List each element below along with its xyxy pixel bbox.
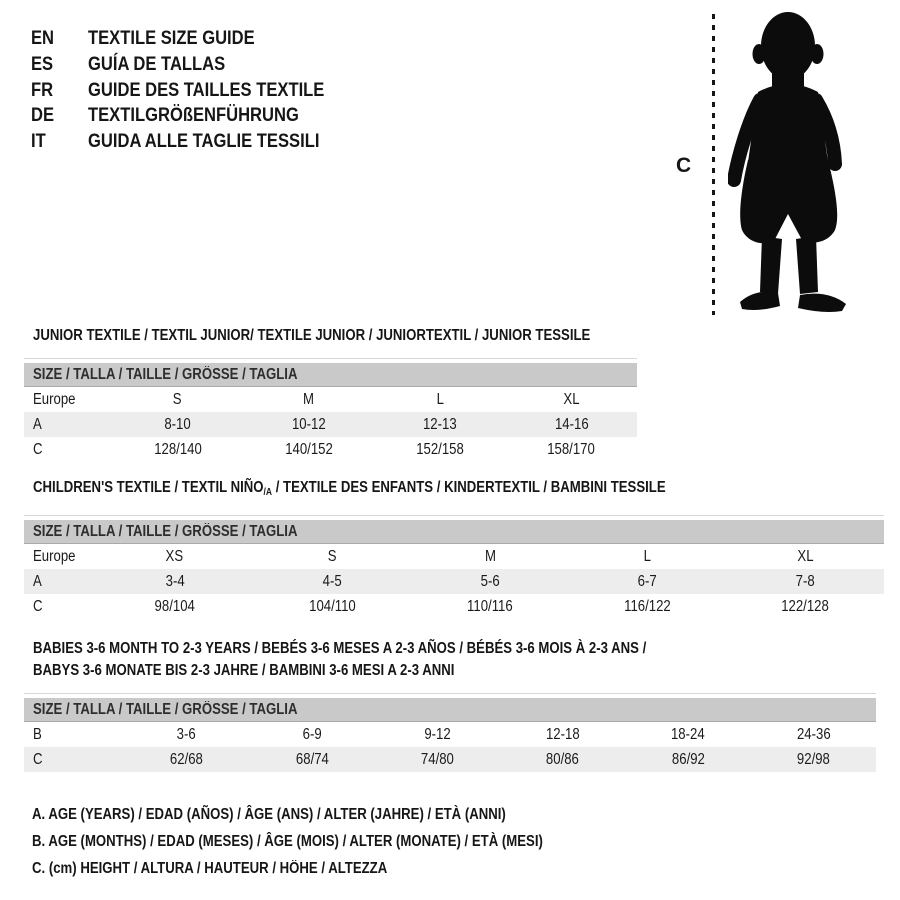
- legend-line-b: B. AGE (MONTHS) / EDAD (MESES) / ÂGE (MOIS) / ALTER (MONATE) / ETÀ (MESI): [32, 833, 543, 850]
- table-cell: 5-6: [480, 572, 500, 590]
- size-header-label: SIZE / TALLA / TAILLE / GRÖSSE / TAGLIA: [33, 365, 298, 383]
- language-row-es: [31, 52, 366, 78]
- junior-row-a: [24, 412, 637, 437]
- table-cell: M: [303, 390, 315, 408]
- table-cell: L: [436, 390, 444, 408]
- children-size-header-bar: [24, 520, 884, 544]
- table-cell: 110/116: [467, 597, 513, 615]
- table-cell: 74/80: [420, 750, 454, 768]
- table-cell: 80/86: [546, 750, 580, 768]
- measure-legend: [32, 801, 633, 882]
- table-cell: 14-16: [554, 415, 589, 433]
- row-label: Europe: [33, 547, 76, 565]
- row-label: C: [33, 597, 43, 615]
- table-cell: 7-8: [795, 572, 815, 590]
- children-size-table: [24, 477, 884, 619]
- table-cell: 68/74: [295, 750, 329, 768]
- language-title: GUIDE DES TAILLES TEXTILE: [88, 78, 325, 101]
- table-cell: 104/110: [309, 597, 356, 615]
- table-cell: S: [173, 390, 183, 408]
- row-label: C: [33, 750, 43, 768]
- children-table-title: [33, 477, 884, 504]
- children-row-a: [24, 569, 884, 594]
- table-cell: 3-6: [177, 725, 197, 743]
- language-title: GUIDA ALLE TAGLIE TESSILI: [88, 130, 320, 153]
- table-cell: 122/128: [781, 597, 830, 615]
- row-label: C: [33, 440, 43, 458]
- language-row-fr: [31, 78, 366, 104]
- language-row-it: [31, 129, 366, 155]
- babies-title-line: BABYS 3-6 MONATE BIS 2-3 JAHRE / BAMBINI 3-6 MESI A 2-3 ANNI: [33, 662, 455, 679]
- table-cell: 128/140: [153, 440, 202, 458]
- children-title-line: CHILDREN'S TEXTILE / TEXTIL $NIÑO_{/A}$ / TEXTILE DES ENFANTS / KINDERTEXTIL / BAMBINI TESSILE: [33, 479, 666, 498]
- table-cell: 98/104: [154, 597, 195, 615]
- table-cell: 3-4: [165, 572, 185, 590]
- size-header-label: SIZE / TALLA / TAILLE / GRÖSSE / TAGLIA: [33, 700, 298, 718]
- table-cell: 152/158: [416, 440, 464, 458]
- language-title: TEXTILE SIZE GUIDE: [88, 27, 255, 49]
- table-cell: XL: [797, 547, 814, 565]
- junior-row-europe: [24, 387, 637, 412]
- table-cell: 4-5: [322, 572, 342, 590]
- size-header-label: SIZE / TALLA / TAILLE / GRÖSSE / TAGLIA: [33, 522, 298, 540]
- table-cell: XL: [563, 390, 580, 408]
- table-cell: 12-13: [423, 415, 457, 433]
- babies-top-border: [24, 693, 876, 694]
- language-code: FR: [31, 78, 54, 101]
- junior-table-title: [33, 325, 637, 347]
- language-title: TEXTILGRÖßENFÜHRUNG: [88, 104, 299, 127]
- babies-table-title: [33, 638, 876, 682]
- babies-row-c: [24, 747, 876, 772]
- table-cell: 24-36: [796, 725, 831, 743]
- language-list: [31, 26, 366, 155]
- babies-row-b: [24, 722, 876, 747]
- table-cell: 140/152: [285, 440, 333, 458]
- table-cell: XS: [166, 547, 184, 565]
- height-measure-label: C: [676, 154, 692, 177]
- language-code: IT: [31, 130, 46, 153]
- junior-top-border: [24, 358, 637, 359]
- row-label: A: [33, 415, 42, 433]
- table-cell: 6-9: [302, 725, 322, 743]
- table-cell: 9-12: [424, 725, 451, 743]
- table-cell: 6-7: [638, 572, 658, 590]
- table-cell: 18-24: [671, 725, 705, 743]
- language-code: DE: [31, 104, 55, 127]
- height-dotted-line-icon: [712, 14, 715, 315]
- table-cell: 10-12: [292, 415, 326, 433]
- row-label: B: [33, 725, 42, 743]
- language-row-de: [31, 103, 366, 129]
- table-cell: 12-18: [545, 725, 580, 743]
- row-label: A: [33, 572, 42, 590]
- junior-size-header-bar: [24, 363, 637, 387]
- table-cell: 62/68: [170, 750, 204, 768]
- table-cell: 92/98: [796, 750, 830, 768]
- children-row-europe: [24, 544, 884, 569]
- language-code: ES: [31, 52, 54, 75]
- legend-line-a: A. AGE (YEARS) / EDAD (AÑOS) / ÂGE (ANS) / ALTER (JAHRE) / ETÀ (ANNI): [32, 806, 506, 823]
- junior-title-line: JUNIOR TEXTILE / TEXTIL JUNIOR/ TEXTILE JUNIOR / JUNIORTEXTIL / JUNIOR TESSILE: [33, 327, 591, 344]
- table-cell: M: [484, 547, 496, 565]
- babies-title-line: BABIES 3-6 MONTH TO 2-3 YEARS / BEBÉS 3-6 MESES A 2-3 AÑOS / BÉBÉS 3-6 MOIS À 2-3 ANS /: [33, 640, 647, 657]
- table-cell: 86/92: [671, 750, 705, 768]
- language-title: GUÍA DE TALLAS: [88, 52, 226, 75]
- babies-size-header-bar: [24, 698, 876, 722]
- legend-line-c: C. (cm) HEIGHT / ALTURA / HAUTEUR / HÖHE / ALTEZZA: [32, 860, 388, 877]
- language-code: EN: [31, 27, 55, 49]
- table-cell: 8-10: [164, 415, 191, 433]
- table-cell: 116/122: [624, 597, 671, 615]
- row-label: Europe: [33, 390, 76, 408]
- children-top-border: [24, 515, 884, 516]
- language-row-en: [31, 26, 366, 52]
- children-row-c: [24, 594, 884, 619]
- table-cell: S: [327, 547, 337, 565]
- junior-row-c: [24, 437, 637, 462]
- junior-size-table: [24, 325, 637, 462]
- table-cell: 158/170: [547, 440, 596, 458]
- table-cell: L: [643, 547, 652, 565]
- height-measure-figure: [660, 8, 890, 320]
- toddler-silhouette-icon: [728, 12, 858, 314]
- babies-size-table: [24, 638, 876, 772]
